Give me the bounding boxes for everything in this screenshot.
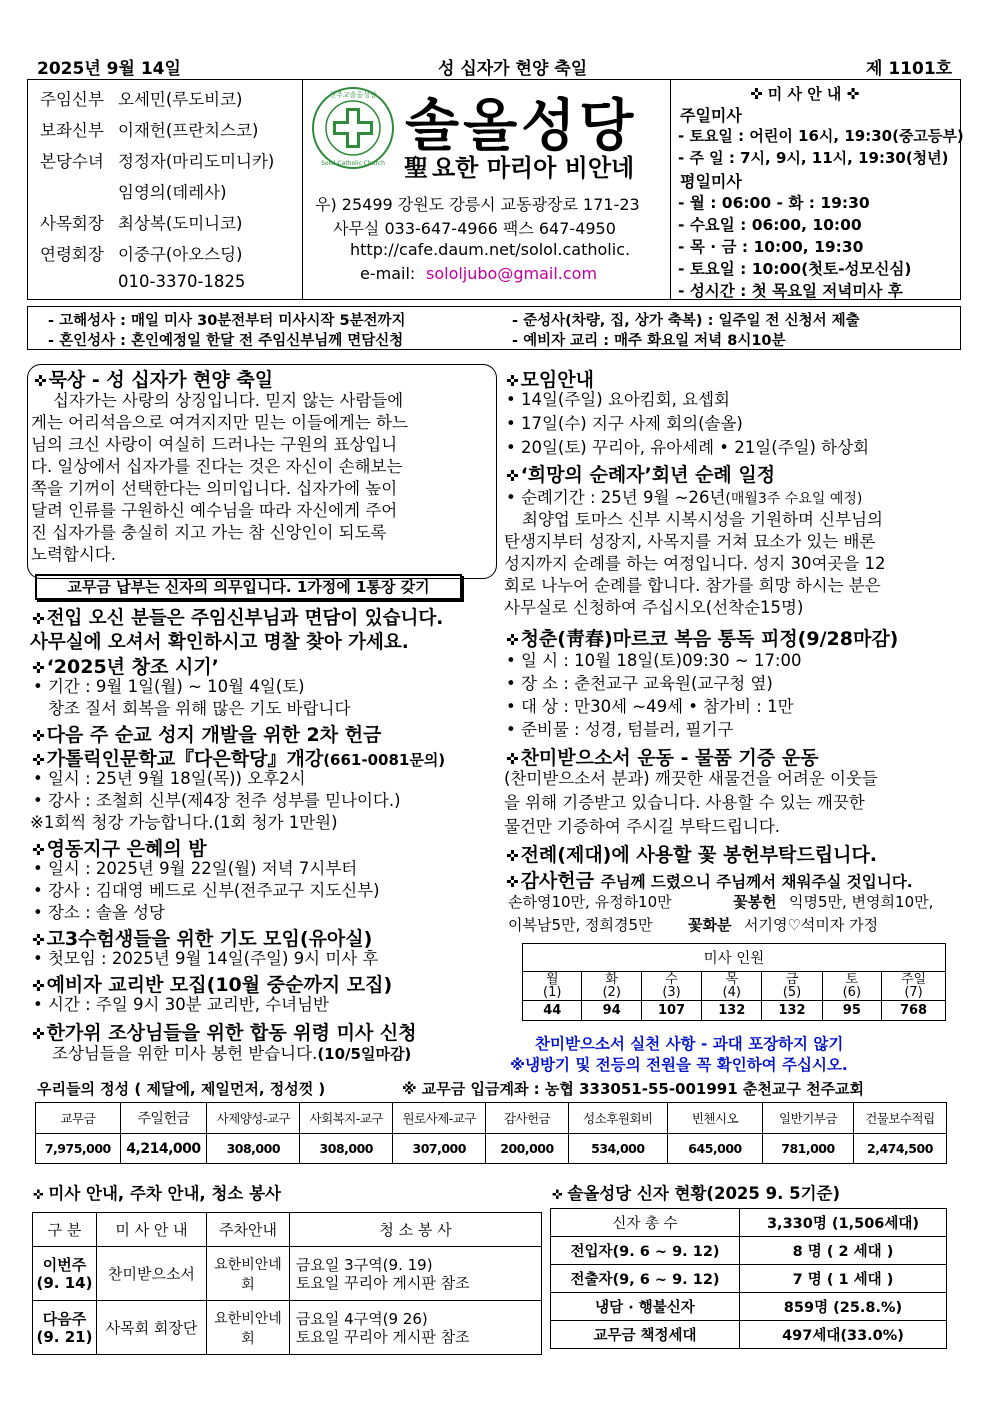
service-week-label: 이번주 <box>42 1255 87 1274</box>
pilgrim-period <box>506 487 862 510</box>
church-address: 우) 25499 강원도 강릉시 교동광장로 171-23 <box>315 195 640 214</box>
offering-value: 307,000 <box>393 1134 486 1164</box>
staff-name: 오세민(루도비코) <box>118 90 243 109</box>
pilgrim-text <box>504 509 886 619</box>
meeting-line: • 17일(수) 지구 사제 회의(솔올) <box>506 414 743 433</box>
pilgrim-line: 탄생지부터 성장지, 사목지를 거쳐 묘소가 있는 배론 <box>504 532 876 551</box>
exam-prayer-title-text: 고3수험생들을 위한 기도 모임(유아실) <box>46 928 373 950</box>
attendance-count: 132 <box>762 1001 822 1021</box>
issue-number: 제 1101호 <box>866 59 953 79</box>
academy-phone: (661-0081문의) <box>323 751 446 769</box>
tithe-notice: 교무금 납부는 신자의 의무입니다. 1가정에 1통장 갖기 <box>35 574 462 600</box>
offering-header: 건물보수적립 <box>853 1103 946 1134</box>
grace-line: • 일시 : 2025년 9월 22일(월) 저녁 7시부터 <box>33 859 358 878</box>
staff-name: 최상복(도미니코) <box>118 214 243 233</box>
attendance-day-num: (1) <box>543 985 562 1000</box>
academy-line: • 강사 : 조철희 신부(제4장 천주 성부를 믿나이다.) <box>33 791 401 810</box>
attendance-day-num: (7) <box>904 985 923 1000</box>
attendance-day-num: (4) <box>722 985 741 1000</box>
meditation-text <box>31 390 408 566</box>
youth-retreat-title-text: 청춘(靑春)마르코 복음 통독 피정(9/28마감) <box>520 628 899 650</box>
academy-line: • 일시 : 25년 9월 18일(목)) 오후2시 <box>33 769 306 788</box>
staff-role: 연령회장 <box>40 245 104 264</box>
pilgrim-period-note: (매월3주 수요일 예정) <box>725 491 863 507</box>
meeting-title <box>506 365 594 392</box>
offering-header: 성소후원회비 <box>568 1103 667 1134</box>
offering-account: ※ 교무금 입금계좌 : 농협 333051-55-001991 춘천교구 천주교회 <box>402 1080 865 1098</box>
chuseok-line <box>52 1043 411 1065</box>
offering-value: 2,474,500 <box>853 1134 946 1164</box>
weekday-mass-line: - 목 · 금 : 10:00, 19:30 <box>678 238 864 256</box>
attendance-day-label: 화 <box>605 972 618 987</box>
sunday-mass-line: - 토요일 : 어린이 16시, 19:30(중고등부) <box>678 127 964 145</box>
clover-cross-icon: ✜ <box>506 372 519 390</box>
offering-header: 감사헌금 <box>486 1103 569 1134</box>
creation-title-text: ‘2025년 창조 시기’ <box>46 656 219 678</box>
clover-cross-icon: ✜ <box>32 727 45 745</box>
meditation-line: 님의 크신 사랑이 여실히 드러나는 구원의 표상입니 <box>31 435 398 454</box>
attendance-count: 95 <box>822 1001 881 1021</box>
church-seal-logo <box>311 86 395 170</box>
energy-reminder: ※냉방기 및 전등의 전원을 꼭 확인하여 주십시오. <box>510 1056 848 1074</box>
church-url[interactable]: http://cafe.daum.net/solol.catholic. <box>350 240 631 259</box>
service-title <box>33 1180 281 1204</box>
notice-confession: - 고해성사 : 매일 미사 30분전부터 미사시작 5분전까지 <box>48 313 406 329</box>
attendance-day <box>762 972 822 1001</box>
staff-name: 이중구(아오스딩) <box>118 245 243 264</box>
attendance-day-label: 토 <box>845 972 859 987</box>
service-header: 구 분 <box>33 1213 97 1247</box>
attendance-day-label: 금 <box>785 972 799 987</box>
service-header: 미 사 안 내 <box>96 1213 206 1247</box>
donation-line: 을 위해 기증받고 있습니다. 사용할 수 있는 깨끗한 <box>504 793 865 812</box>
meditation-line: 노력합시다. <box>31 545 116 564</box>
newcomer-line: 사무실에 오셔서 확인하시고 명찰 찾아 가세요. <box>30 632 409 653</box>
thanks-donors: 손하영10만, 유정하10만 <box>508 893 672 911</box>
service-cleaning <box>289 1301 541 1355</box>
service-title-text: 미사 안내, 주차 안내, 청소 봉사 <box>48 1184 281 1203</box>
attendance-day <box>582 972 641 1001</box>
creation-period: • 기간 : 9월 1일(월) ~ 10월 4일(토) <box>33 677 305 696</box>
flower-pot-donors: 서기영♡석미자 가정 <box>744 916 879 934</box>
pilgrim-line: 사무실로 신청하여 주십시오(선착순15명) <box>504 598 804 617</box>
clover-cross-icon: ✜ <box>32 610 45 628</box>
clover-cross-icon: ✜ <box>506 847 519 865</box>
laudato-practice: 찬미받으소서 실천 사항 - 과대 포장하지 않기 <box>535 1035 844 1053</box>
pilgrim-title <box>506 460 775 487</box>
notice-catechumen: - 예비자 교리 : 매주 화요일 저녁 8시10분 <box>512 333 786 349</box>
flower-request-text: 전례(제대)에 사용할 꽃 봉헌부탁드립니다. <box>520 844 878 866</box>
offering-value: 645,000 <box>667 1134 762 1164</box>
chuseok-text: 조상님들을 위한 미사 봉헌 받습니다. <box>52 1044 318 1063</box>
meeting-line: • 20일(토) 꾸리아, 유아세례 • 21일(주일) 하상회 <box>506 438 870 457</box>
academy-title-text: 가톨릭인문학교『다은학당』개강 <box>46 748 324 770</box>
feast-title: 성 십자가 현양 축일 <box>438 59 588 79</box>
chuseok-title <box>32 1018 417 1045</box>
newcomer-line: 전입 오신 분들은 주임신부님과 면담이 있습니다. <box>46 608 444 629</box>
attendance-day <box>702 972 762 1001</box>
header-divider-right <box>670 79 671 300</box>
staff-role: 보좌신부 <box>40 121 104 140</box>
census-title-text: 솔올성당 신자 현황(2025 9. 5기준) <box>567 1184 841 1203</box>
attendance-day-num: (2) <box>602 985 621 1000</box>
clover-cross-icon: ✜ <box>32 931 45 949</box>
service-header: 주차안내 <box>207 1213 290 1247</box>
patron-mark: 聖 <box>404 154 428 182</box>
staff-role: 본당수녀 <box>40 152 104 171</box>
attendance-day <box>523 972 582 1001</box>
youth-retreat-line: • 장 소 : 춘천교구 교육원(교구청 옆) <box>506 674 773 693</box>
service-week <box>33 1301 97 1355</box>
clover-cross-icon: ✜ <box>32 659 45 677</box>
svg-text:천주교솔올성당: 천주교솔올성당 <box>329 91 377 99</box>
catechumen-title <box>32 970 392 997</box>
service-mass: 찬미받으소서 <box>96 1247 206 1301</box>
pilgrim-line: 회로 나누어 순례를 합니다. 참가를 희망 하시는 분은 <box>504 576 881 595</box>
census-label: 전입자(9. 6 ~ 9. 12) <box>551 1237 740 1265</box>
issue-date: 2025년 9월 14일 <box>37 59 181 79</box>
attendance-count: 94 <box>582 1001 641 1021</box>
attendance-day-num: (5) <box>782 985 802 1000</box>
notice-blessing: - 준성사(차량, 집, 상가 축복) : 일주일 전 신청서 제출 <box>512 313 860 329</box>
attendance-day-label: 수 <box>665 972 678 987</box>
offering-value: 4,214,000 <box>120 1134 207 1164</box>
offering-header: 교무금 <box>36 1103 121 1134</box>
weekday-mass-line: - 성시간 : 첫 목요일 저녁미사 후 <box>678 282 903 300</box>
staff-name: 임영의(데레사) <box>118 183 227 202</box>
census-label: 전출자(9, 6 ~ 9. 12) <box>551 1265 740 1293</box>
staff-name: 정정자(마리도미니카) <box>118 152 275 171</box>
attendance-day <box>882 972 946 1001</box>
meditation-line: 진 십자가를 충실히 지고 가는 참 신앙인이 되도록 <box>31 523 387 542</box>
clover-cross-icon: ✜ <box>34 372 47 390</box>
catechumen-title-text: 예비자 교리반 모집(10월 중순까지 모집) <box>46 974 393 996</box>
offering-value: 781,000 <box>763 1134 854 1164</box>
census-value: 8 명 ( 2 세대 ) <box>740 1237 947 1265</box>
staff-role: 주임신부 <box>40 90 104 109</box>
meditation-line: 달려 인류를 구원하신 예수님을 따라 자신에게 주어 <box>31 501 398 520</box>
census-value: 3,330명 (1,506세대) <box>740 1209 947 1237</box>
meeting-title-text: 모임안내 <box>520 369 594 391</box>
attendance-day-num: (6) <box>842 985 862 1000</box>
youth-retreat-line: • 준비물 : 성경, 텀블러, 필기구 <box>506 720 734 739</box>
svg-text:Solol Catholic Church: Solol Catholic Church <box>321 160 385 167</box>
attendance-day-label: 주일 <box>900 972 927 987</box>
clover-cross-icon: ✜ <box>32 977 45 995</box>
exam-prayer-title <box>32 924 372 951</box>
grace-line: • 장소 : 솔올 성당 <box>33 903 165 922</box>
cross-icon: ✜ <box>841 85 860 103</box>
service-header: 청 소 봉 사 <box>289 1213 541 1247</box>
service-week-date: (9. 14) <box>36 1273 93 1292</box>
pilgrim-line: 최양업 토마스 신부 시복시성을 기원하며 신부님의 <box>522 510 883 529</box>
census-table <box>550 1208 947 1349</box>
offering-value: 200,000 <box>486 1134 569 1164</box>
clover-cross-icon: ✜ <box>552 1188 568 1203</box>
offering-header: 사제양성-교구 <box>207 1103 300 1134</box>
staff-phone: 010-3370-1825 <box>118 272 246 291</box>
attendance-day-label: 목 <box>725 972 739 987</box>
grace-line: • 강사 : 김대영 베드로 신부(전주교구 지도신부) <box>33 881 380 900</box>
staff-role: 사목회장 <box>40 214 104 233</box>
offering-value: 7,975,000 <box>36 1134 121 1164</box>
grace-title-text: 영동지구 은혜의 밤 <box>46 838 207 860</box>
meditation-line: 게는 어리석음으로 여겨지지만 믿는 이들에게는 하느 <box>31 413 408 432</box>
flower-offer-label: 꽃봉헌 <box>733 893 777 911</box>
service-cleaning-line: 토요일 꾸리아 게시판 참조 <box>295 1273 470 1292</box>
thanks-donors: 이복남5만, 정희경5만 <box>508 916 653 934</box>
meeting-line: • 14일(주일) 요아킴회, 요셉회 <box>506 390 730 409</box>
chuseok-deadline: (10/5일마감) <box>317 1045 412 1063</box>
creation-title <box>32 652 219 679</box>
service-parking: 요한비안네회 <box>207 1301 290 1355</box>
service-week-date: (9. 21) <box>36 1327 93 1346</box>
weekday-mass-line: - 토요일 : 10:00(첫토-성모신심) <box>678 260 912 278</box>
meditation-title <box>34 365 273 392</box>
mass-attendance-table <box>522 943 946 1021</box>
service-parking: 요한비안네회 <box>207 1247 290 1301</box>
email-label: e-mail: <box>360 264 416 283</box>
census-label: 냉담 · 행불신자 <box>551 1293 740 1321</box>
second-collection <box>32 720 381 747</box>
thanks-title <box>506 866 913 893</box>
exam-prayer-line: • 첫모임 : 2025년 9월 14일(주일) 9시 미사 후 <box>33 949 379 968</box>
thanks-subtitle: 주님께 드렸으니 주님께서 채워주실 것입니다. <box>600 873 913 891</box>
census-value: 497세대(33.0%) <box>740 1321 947 1349</box>
offering-value: 308,000 <box>207 1134 300 1164</box>
meditation-line: 십자가는 사랑의 상징입니다. 믿지 않는 사람들에 <box>53 391 404 410</box>
sunday-mass-line: - 주 일 : 7시, 9시, 11시, 19:30(청년) <box>678 149 949 167</box>
header-divider-left <box>302 79 303 300</box>
attendance-day-num: (3) <box>662 985 681 1000</box>
attendance-count: 107 <box>641 1001 701 1021</box>
meditation-title-text: 묵상 - 성 십자가 현양 축일 <box>48 369 274 391</box>
offering-value: 534,000 <box>568 1134 667 1164</box>
academy-title <box>32 744 445 771</box>
youth-retreat-line: • 대 상 : 만30세 ~49세 • 참가비 : 1만 <box>506 697 794 716</box>
pilgrim-title-text: ‘희망의 순례자’회년 순례 일정 <box>520 464 776 486</box>
clover-cross-icon: ✜ <box>506 631 519 649</box>
chuseok-title-text: 한가위 조상님들을 위한 합동 위령 미사 신청 <box>46 1022 417 1044</box>
pilgrim-line: 성지까지 순례를 하는 여정입니다. 성지 30여곳을 12 <box>504 554 886 573</box>
clover-cross-icon: ✜ <box>33 1188 49 1203</box>
service-cleaning <box>289 1247 541 1301</box>
weekday-mass-line: - 수요일 : 06:00, 10:00 <box>678 216 862 234</box>
mass-title-text: 미 사 안 내 <box>767 85 842 103</box>
census-value: 859명 (25.8.%) <box>740 1293 947 1321</box>
service-table <box>32 1212 542 1355</box>
church-phone: 사무실 033-647-4966 팩스 647-4950 <box>333 219 616 238</box>
service-mass: 사목회 회장단 <box>96 1301 206 1355</box>
patron-name: 요한 마리아 비안네 <box>432 154 635 182</box>
cross-icon: ✜ <box>750 85 768 103</box>
attendance-count: 768 <box>882 1001 946 1021</box>
donation-title-text: 찬미받으소서 운동 - 물품 기증 운동 <box>520 747 819 769</box>
flower-request <box>506 840 877 867</box>
meditation-line: 쪽을 기꺼이 선택한다는 의미입니다. 십자가에 높이 <box>31 479 398 498</box>
offering-table <box>35 1102 947 1164</box>
thanks-title-text: 감사헌금 <box>520 870 594 892</box>
attendance-day <box>641 972 701 1001</box>
clover-cross-icon: ✜ <box>32 751 45 769</box>
youth-retreat-line: • 일 시 : 10월 18일(토)09:30 ~ 17:00 <box>506 651 802 670</box>
youth-retreat-title <box>506 624 898 651</box>
weekday-mass-title: 평일미사 <box>680 172 742 191</box>
notice-marriage: - 혼인성사 : 혼인예정일 한달 전 주임신부님께 면담신청 <box>48 333 404 349</box>
clover-cross-icon: ✜ <box>32 1025 45 1043</box>
attendance-day-label: 월 <box>545 972 559 987</box>
flower-pot-label: 꽃화분 <box>688 916 732 934</box>
academy-line: ※1회씩 청강 가능합니다.(1회 청가 1만원) <box>30 813 338 832</box>
grace-title <box>32 834 207 861</box>
attendance-day <box>822 972 881 1001</box>
second-collection-text: 다음 주 순교 성지 개발을 위한 2차 헌금 <box>46 724 382 746</box>
offering-header: 사회복지-교구 <box>300 1103 393 1134</box>
offering-value: 308,000 <box>300 1134 393 1164</box>
attendance-count: 132 <box>702 1001 762 1021</box>
service-week-label: 다음주 <box>42 1309 87 1328</box>
catechumen-line: • 시간 : 주일 9시 30분 교리반, 수녀님반 <box>33 995 329 1014</box>
newcomer-notice <box>32 604 443 630</box>
pilgrim-period-text: • 순례기간 : 25년 9월 ~26년 <box>506 488 726 507</box>
attendance-count: 44 <box>523 1001 582 1021</box>
church-name: 솔올성당 <box>405 94 638 159</box>
church-email[interactable]: sololjubo@gmail.com <box>426 264 598 283</box>
clover-cross-icon: ✜ <box>506 467 519 485</box>
offering-header: 빈첸시오 <box>667 1103 762 1134</box>
flower-offer-donors: 익명5만, 변영희10만, <box>789 893 934 911</box>
sunday-mass-title: 주일미사 <box>680 106 742 125</box>
clover-cross-icon: ✜ <box>506 750 519 768</box>
meditation-line: 다. 일상에서 십자가를 진다는 것은 자신이 손해보는 <box>31 457 403 476</box>
clover-cross-icon: ✜ <box>32 841 45 859</box>
weekday-mass-line: - 월 : 06:00 - 화 : 19:30 <box>678 194 870 212</box>
service-cleaning-line: 토요일 꾸리아 게시판 참조 <box>295 1327 470 1346</box>
census-title <box>552 1180 840 1204</box>
donation-line: (찬미받으소서 분과) 깨끗한 새물건을 어려운 이웃들 <box>504 769 878 788</box>
offering-title: 우리들의 정성 ( 제달에, 제일먼저, 정성껏 ) <box>37 1080 326 1098</box>
mass-title <box>750 83 859 104</box>
donation-line: 물건만 기증하여 주시길 부탁드립니다. <box>504 817 781 836</box>
census-value: 7 명 ( 1 세대 ) <box>740 1265 947 1293</box>
staff-name: 이재헌(프란치스코) <box>118 121 259 140</box>
census-label: 교무금 책정세대 <box>551 1321 740 1349</box>
offering-header: 원로사제-교구 <box>393 1103 486 1134</box>
service-cleaning-line: 금요일 4구역(9 26) <box>295 1309 428 1328</box>
attendance-title: 미사 인원 <box>523 944 946 972</box>
census-label: 신자 총 수 <box>551 1209 740 1237</box>
donation-title <box>506 743 819 770</box>
service-cleaning-line: 금요일 3구역(9. 19) <box>295 1255 433 1274</box>
creation-prayer: 창조 질서 회복을 위해 많은 기도 바랍니다 <box>48 699 351 718</box>
offering-header: 일반기부금 <box>763 1103 854 1134</box>
offering-header: 주일헌금 <box>120 1103 207 1134</box>
clover-cross-icon: ✜ <box>506 873 519 891</box>
service-week <box>33 1247 97 1301</box>
